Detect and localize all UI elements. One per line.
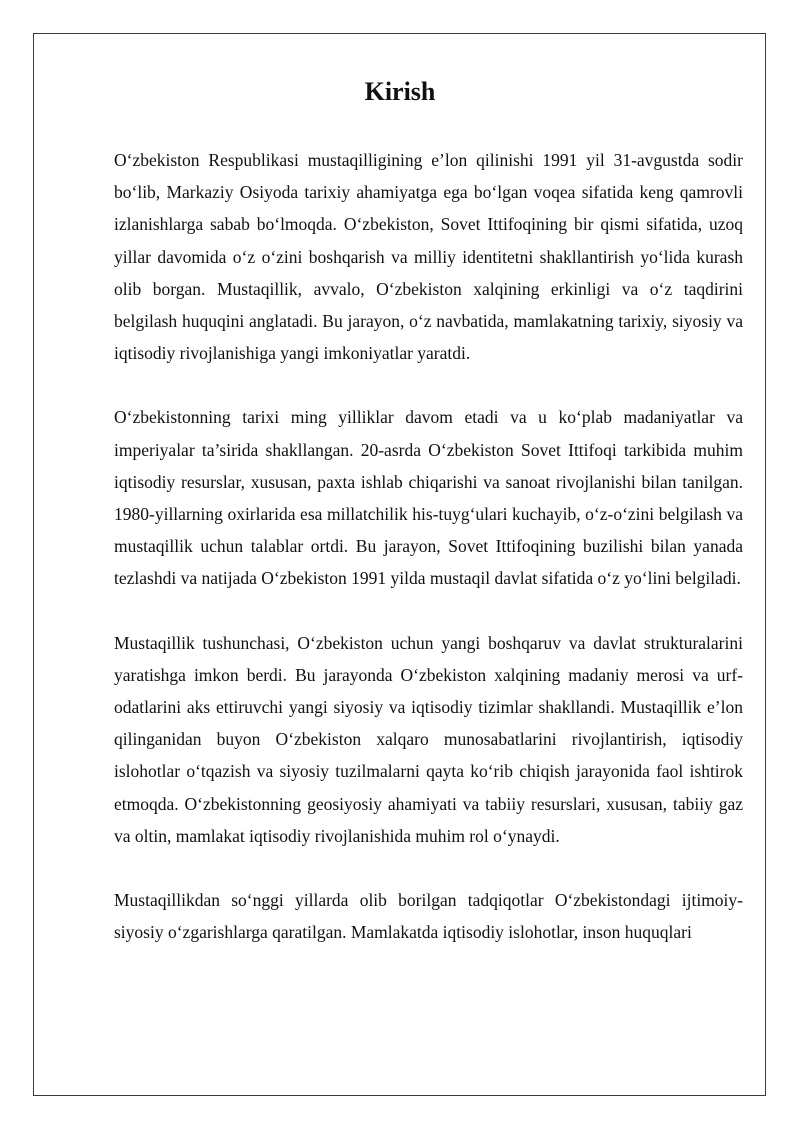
paragraph-4: Mustaqillikdan so‘nggi yillarda olib borilgan tadqiqotlar O‘zbekistondagi ijtimoiy-siyosiy o‘zgarishlarga qaratilgan. Mamlakatda iqtisodiy islohotlar, inson huquqlari xyxy=(114,890,743,943)
document-body xyxy=(114,144,743,948)
paragraph-2: O‘zbekistonning tarixi ming yilliklar davom etadi va u ko‘plab madaniyatlar va imperiyalar ta’sirida shakllangan. 20-asrda O‘zbekiston Sovet Ittifoqi tarkibida muhim iqtisodiy resurslar, xususan, paxta ishlab chiqarishi va sanoat rivojlanishi bilan tanilgan. 1980-yillarning oxirlarida esa millatchilik his-tuyg‘ulari kuchayib, o‘z-o‘zini belgilash va mustaqillik uchun talablar ortdi. Bu jarayon, Sovet Ittifoqining buzilishi bilan yanada tezlashdi va natijada O‘zbekiston 1991 yilda mustaqil davlat sifatida o‘z yo‘lini belgiladi. xyxy=(114,407,743,589)
paragraph-1: O‘zbekiston Respublikasi mustaqilligining e’lon qilinishi 1991 yil 31-avgustda sodir bo‘lib, Markaziy Osiyoda tarixiy ahamiyatga ega bo‘lgan voqea sifatida keng qamrovli izlanishlarga sabab bo‘lmoqda. O‘zbekiston, Sovet Ittifoqining bir qismi sifatida, uzoq yillar davomida o‘z o‘zini boshqarish va milliy identitetni shakllantirish yo‘lida kurash olib borgan. Mustaqillik, avvalo, O‘zbekiston xalqining erkinligi va o‘z taqdirini belgilash huquqini anglatadi. Bu jarayon, o‘z navbatida, mamlakatning tarixiy, siyosiy va iqtisodiy rivojlanishiga yangi imkoniyatlar yaratdi. xyxy=(114,150,743,364)
page-title: Kirish xyxy=(364,77,436,106)
paragraph-3: Mustaqillik tushunchasi, O‘zbekiston uchun yangi boshqaruv va davlat strukturalarini yaratishga imkon berdi. Bu jarayonda O‘zbekiston xalqining madaniy merosi va urf-odatlarini aks ettiruvchi yangi siyosiy va iqtisodiy tizimlar shakllandi. Mustaqillik e’lon qilinganidan buyon O‘zbekiston xalqaro munosabatlarini rivojlantirish, iqtisodiy islohotlar o‘tqazish va siyosiy tuzilmalarni qayta ko‘rib chiqish jarayonida faol ishtirok etmoqda. O‘zbekistonning geosiyosiy ahamiyati va tabiiy resurslari, xususan, tabiiy gaz va oltin, mamlakat iqtisodiy rivojlanishida muhim rol o‘ynaydi. xyxy=(114,632,743,846)
